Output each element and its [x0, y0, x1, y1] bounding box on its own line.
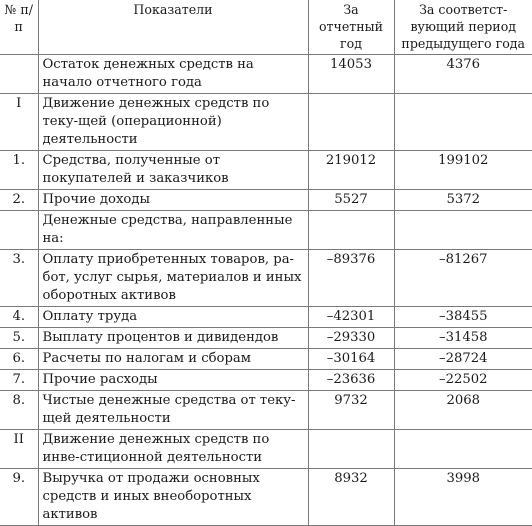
- row-previous-value: [394, 430, 532, 469]
- table-row: [0, 307, 532, 328]
- table-body: [0, 55, 532, 526]
- row-previous-value: –31458: [394, 328, 532, 349]
- row-current-value: 8932: [308, 469, 394, 526]
- header-current-year: За отчетный год: [308, 0, 394, 55]
- table-row: [0, 151, 532, 190]
- row-label: Оплату приобретенных товаров, ра-бот, услуг сырья, материалов и иных оборотных активов: [38, 250, 308, 307]
- row-number: 5.: [0, 328, 38, 349]
- row-label: Средства, полученные от покупателей и заказчиков: [38, 151, 308, 190]
- row-current-value: –89376: [308, 250, 394, 307]
- table-row: [0, 469, 532, 526]
- row-current-value: 5527: [308, 190, 394, 211]
- row-current-value: [308, 211, 394, 250]
- row-previous-value: –81267: [394, 250, 532, 307]
- row-label: Чистые денежные средства от теку-щей деятельности: [38, 391, 308, 430]
- row-current-value: –30164: [308, 349, 394, 370]
- row-number: I: [0, 94, 38, 151]
- row-current-value: 14053: [308, 55, 394, 94]
- header-indicators: Показатели: [38, 0, 308, 55]
- table-row: [0, 94, 532, 151]
- row-label: Расчеты по налогам и сборам: [38, 349, 308, 370]
- table-row: [0, 349, 532, 370]
- row-number: [0, 211, 38, 250]
- row-previous-value: 3998: [394, 469, 532, 526]
- row-previous-value: [394, 94, 532, 151]
- row-current-value: [308, 430, 394, 469]
- row-current-value: 9732: [308, 391, 394, 430]
- row-current-value: –29330: [308, 328, 394, 349]
- row-number: 8.: [0, 391, 38, 430]
- row-number: 6.: [0, 349, 38, 370]
- row-label: Денежные средства, направленные на:: [38, 211, 308, 250]
- row-current-value: –23636: [308, 370, 394, 391]
- row-label: Остаток денежных средств на начало отчетного года: [38, 55, 308, 94]
- table-row: [0, 391, 532, 430]
- row-previous-value: 4376: [394, 55, 532, 94]
- table-row: [0, 250, 532, 307]
- row-number: 1.: [0, 151, 38, 190]
- table-row: [0, 328, 532, 349]
- header-row-number: № п/п: [0, 0, 38, 55]
- row-current-value: –42301: [308, 307, 394, 328]
- row-previous-value: –28724: [394, 349, 532, 370]
- row-current-value: 219012: [308, 151, 394, 190]
- row-label: Прочие расходы: [38, 370, 308, 391]
- row-number: 4.: [0, 307, 38, 328]
- row-label: Движение денежных средств по теку-щей (операционной) деятельности: [38, 94, 308, 151]
- row-label: Выплату процентов и дивидендов: [38, 328, 308, 349]
- row-number: II: [0, 430, 38, 469]
- row-previous-value: –38455: [394, 307, 532, 328]
- row-number: [0, 55, 38, 94]
- table-row: [0, 190, 532, 211]
- row-previous-value: 5372: [394, 190, 532, 211]
- table-row: [0, 55, 532, 94]
- table-row: [0, 430, 532, 469]
- row-number: 2.: [0, 190, 38, 211]
- row-number: 7.: [0, 370, 38, 391]
- table-row: [0, 211, 532, 250]
- row-previous-value: 2068: [394, 391, 532, 430]
- row-number: 3.: [0, 250, 38, 307]
- row-label: Прочие доходы: [38, 190, 308, 211]
- table-header-row: [0, 0, 532, 55]
- row-previous-value: –22502: [394, 370, 532, 391]
- row-previous-value: 199102: [394, 151, 532, 190]
- table-row: [0, 370, 532, 391]
- row-label: Выручка от продажи основных средств и иных внеоборотных активов: [38, 469, 308, 526]
- row-current-value: [308, 94, 394, 151]
- header-previous-period: За соответст-вующий период предыдущего года: [394, 0, 532, 55]
- row-previous-value: [394, 211, 532, 250]
- row-label: Оплату труда: [38, 307, 308, 328]
- row-label: Движение денежных средств по инве-стиционной деятельности: [38, 430, 308, 469]
- row-number: 9.: [0, 469, 38, 526]
